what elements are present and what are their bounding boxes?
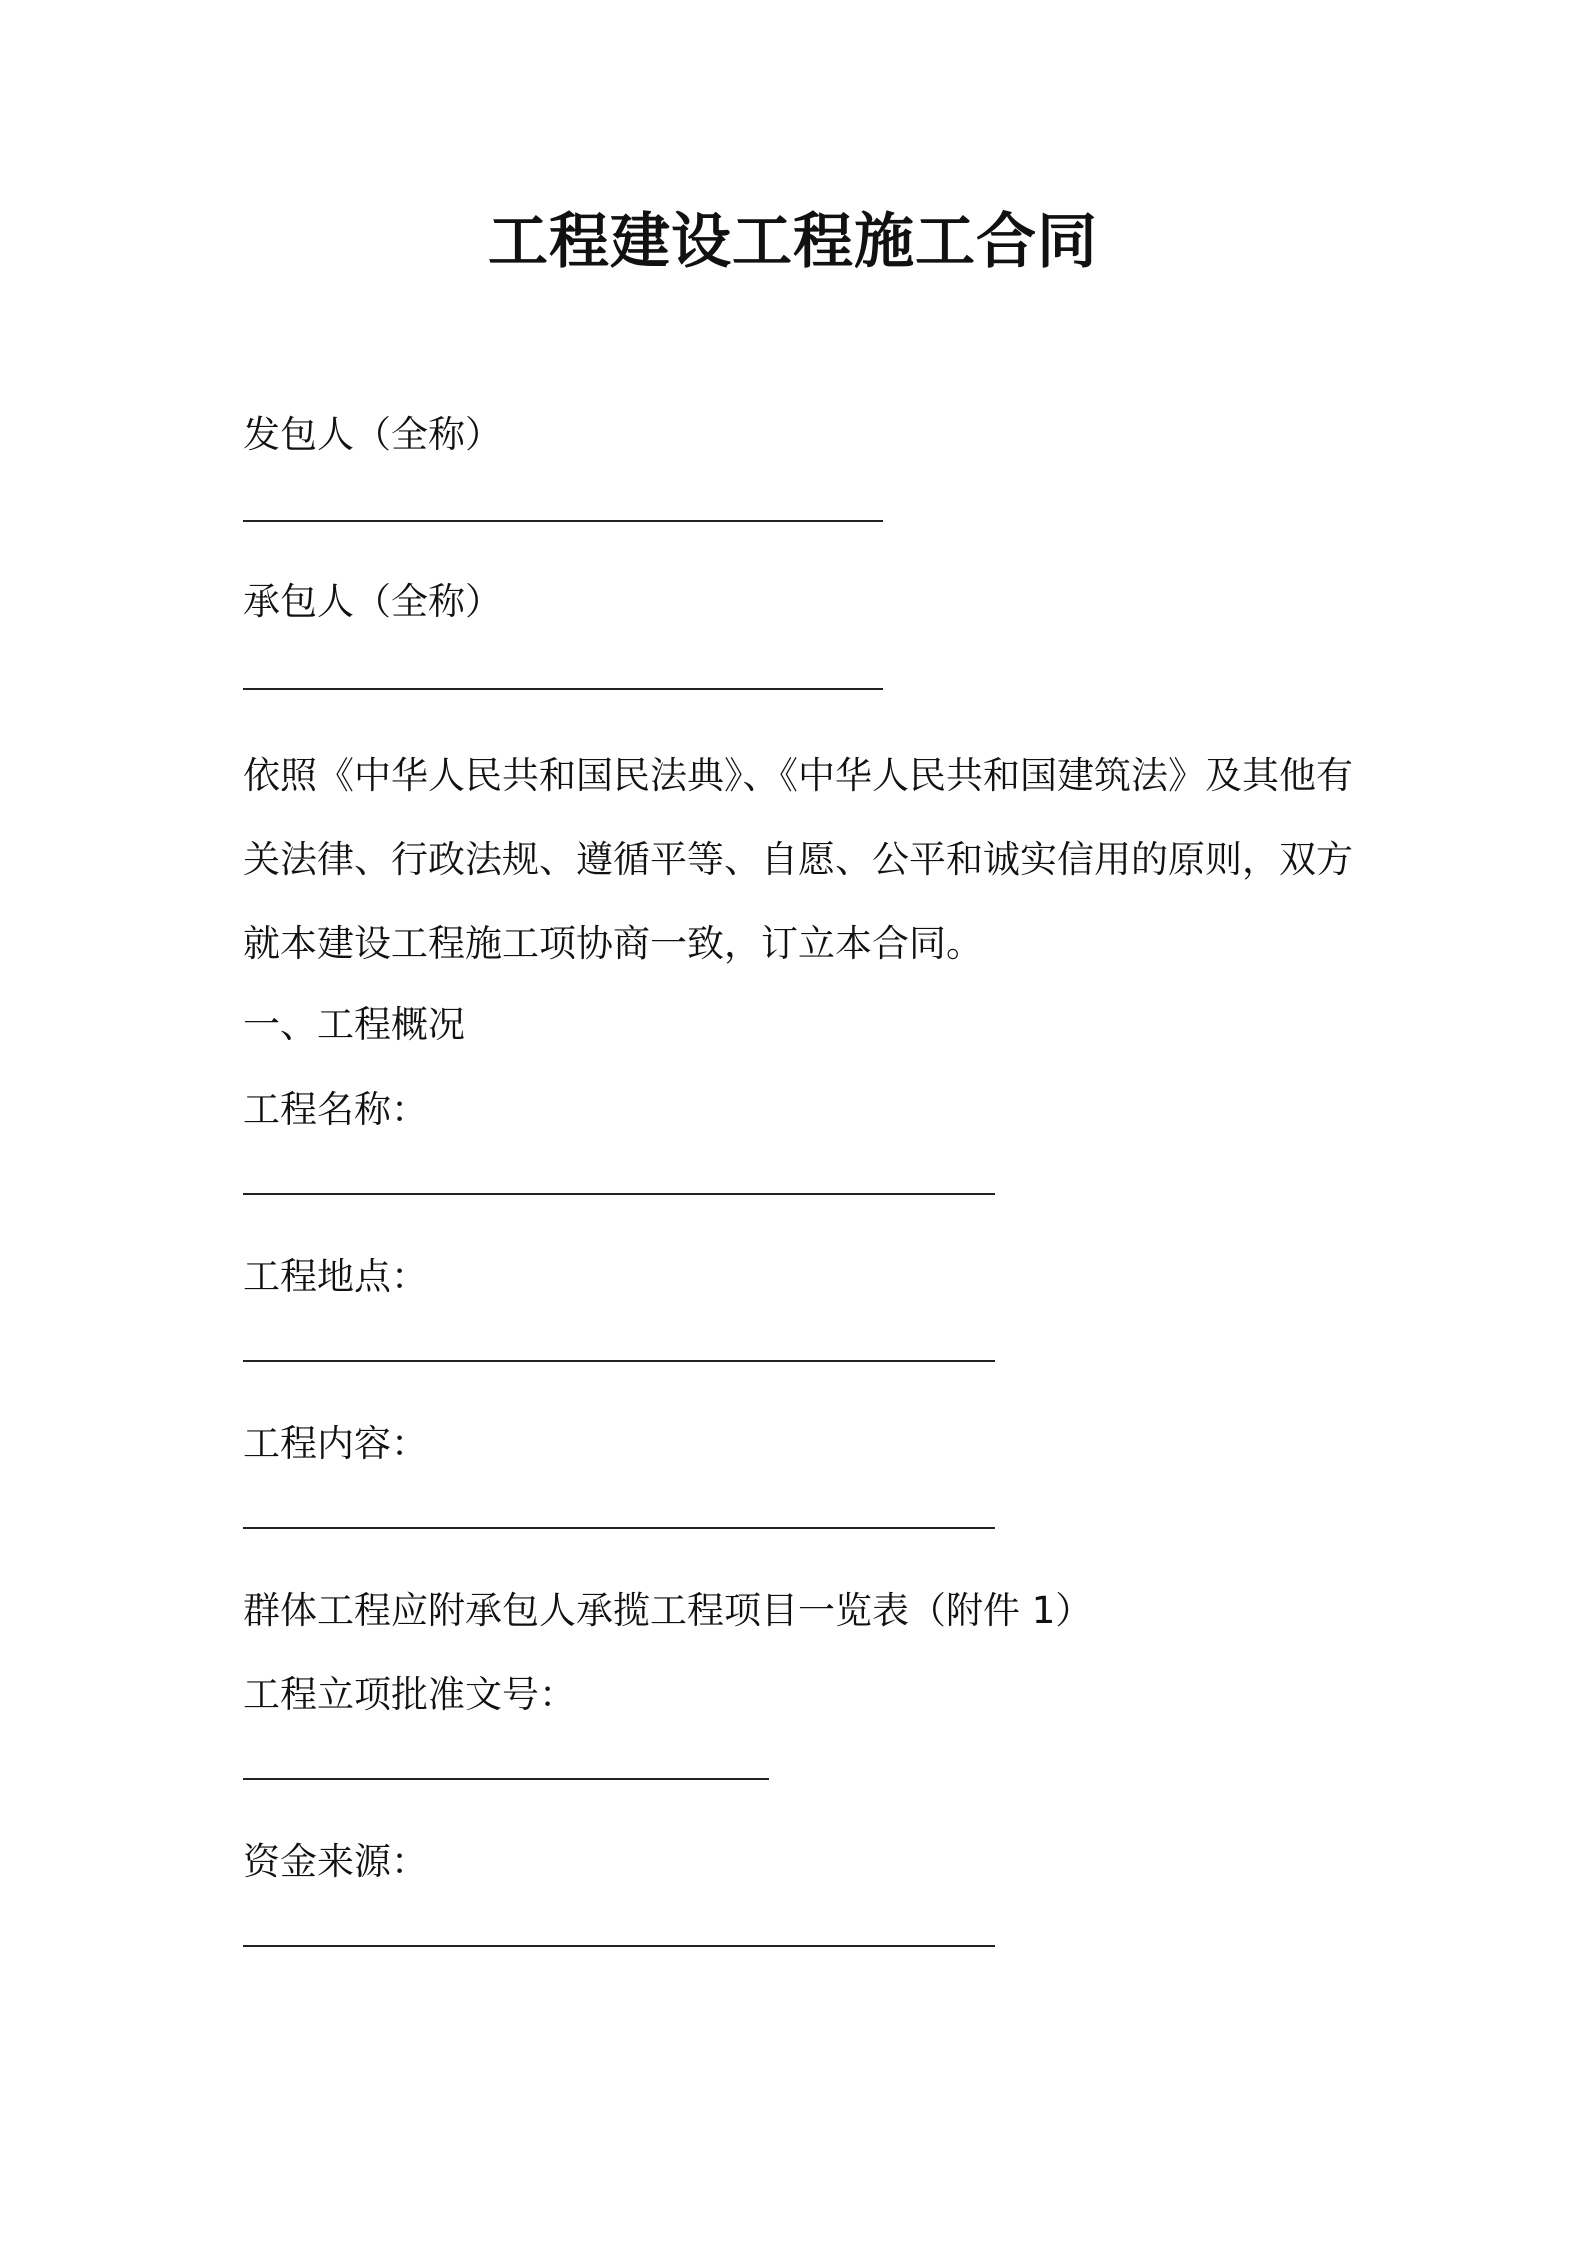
project-content-label: 工程内容： bbox=[243, 1422, 428, 1465]
preamble-paragraph bbox=[243, 734, 1363, 986]
fund-source-label: 资金来源： bbox=[243, 1840, 428, 1883]
employer-name-field[interactable] bbox=[243, 520, 883, 522]
preamble-line: 关法律、行政法规、遵循平等、自愿、公平和诚实信用的原则，双方 bbox=[243, 838, 1353, 881]
contractor-label: 承包人（全称） bbox=[243, 580, 502, 623]
contractor-name-field[interactable] bbox=[243, 688, 883, 690]
approval-number-label: 工程立项批准文号： bbox=[243, 1673, 576, 1716]
project-location-field[interactable] bbox=[243, 1360, 995, 1362]
project-content-field[interactable] bbox=[243, 1527, 995, 1529]
project-name-label: 工程名称： bbox=[243, 1088, 428, 1131]
section-heading: 一、工程概况 bbox=[243, 1003, 465, 1046]
employer-label: 发包人（全称） bbox=[243, 413, 502, 456]
project-name-field[interactable] bbox=[243, 1193, 995, 1195]
fund-source-field[interactable] bbox=[243, 1945, 995, 1947]
approval-number-field[interactable] bbox=[243, 1778, 769, 1780]
group-project-note: 群体工程应附承包人承揽工程项目一览表（附件 1） bbox=[243, 1589, 1093, 1632]
preamble-line: 就本建设工程施工项协商一致，订立本合同。 bbox=[243, 922, 983, 965]
preamble-line: 依照《中华人民共和国民法典》、《中华人民共和国建筑法》及其他有 bbox=[243, 754, 1353, 797]
project-location-label: 工程地点： bbox=[243, 1255, 428, 1298]
document-title: 工程建设工程施工合同 bbox=[488, 207, 1098, 277]
